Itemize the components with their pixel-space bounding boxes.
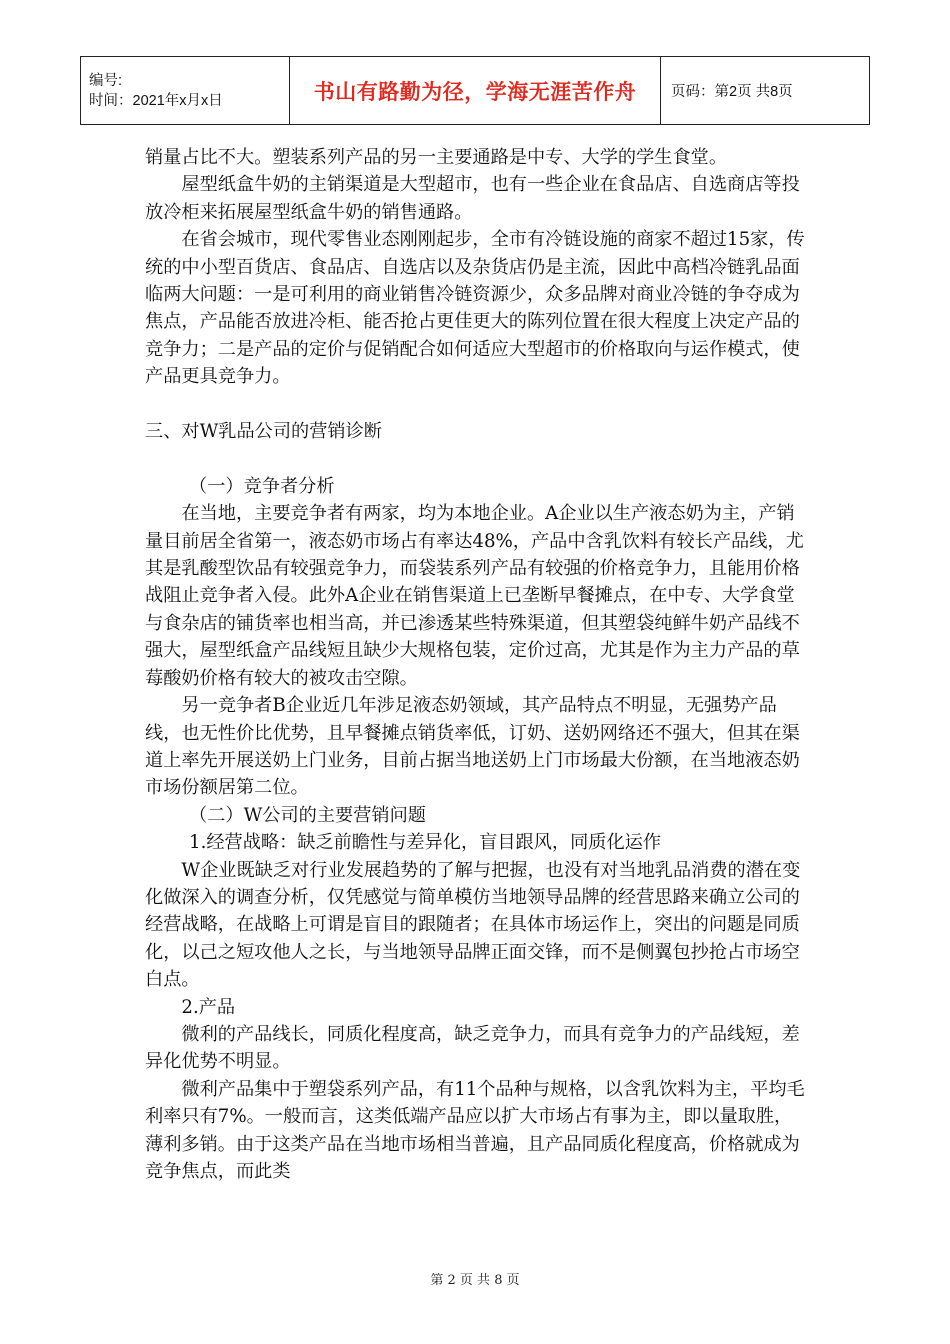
header-motto: 书山有路勤为径，学海无涯苦作舟	[290, 57, 661, 125]
paragraph: 微利的产品线长，同质化程度高，缺乏竞争力，而具有竞争力的产品线短，差异化优势不明显。	[145, 1023, 800, 1073]
page-header	[80, 56, 870, 125]
paragraph: 另一竞争者B企业近几年涉足液态奶领域，其产品特点不明显，无强势产品线，也无性价比优势，且早餐摊点销货率低，订奶、送奶网络还不强大，但其在渠道上率先开展送奶上门业务，目前占据当地送奶上门市场最大份额，在当地液态奶市场份额居第二位。	[145, 695, 800, 799]
paragraph: 销量占比不大。塑装系列产品的另一主要通路是中专、大学的学生食堂。	[145, 147, 728, 168]
paragraph: 在当地，主要竞争者有两家，均为本地企业。A企业以生产液态奶为主，产销量目前居全省第一，液态奶市场占有率达48%，产品中含乳饮料有较长产品线，尤其是乳酸型饮品有较强竞争力，而袋装系列产品有较强的价格竞争力，且能用价格战阻止竞争者入侵。此外A企业在销售渠道上已垄断早餐摊点，在中专、大学食堂与食杂店的铺货率也相当高，并已渗透某些特殊渠道，但其塑袋纯鲜牛奶产品线不强大，屋型纸盒产品线短且缺少大规格包装，定价过高，尤其是作为主力产品的草莓酸奶价格有较大的被攻击空隙。	[145, 503, 804, 689]
date-label: 时间：2021年x月x日	[89, 92, 223, 109]
paragraph: 微利产品集中于塑袋系列产品，有11个品种与规格，以含乳饮料为主，平均毛利率只有7%。一般而言，这类低端产品应以扩大市场占有事为主，即以量取胜，薄利多销。由于这类产品在当地市场相当普遍，且产品同质化程度高，价格就成为竞争焦点，而此类	[145, 1078, 805, 1182]
paragraph: W企业既缺乏对行业发展趋势的了解与把握，也没有对当地乳品消费的潜在变化做深入的调查分析，仅凭感觉与简单模仿当地领导品牌的经营思路来确立公司的经营战略，在战略上可谓是盲目的跟随者；在具体市场运作上，突出的问题是同质化，以己之短攻他人之长，与当地领导品牌正面交锋，而不是侧翼包抄抢占市场空白点。	[145, 859, 801, 991]
paragraph: 屋型纸盒牛奶的主销渠道是大型超市，也有一些企业在食品店、自选商店等投放冷柜来拓展屋型纸盒牛奶的销售通路。	[145, 174, 800, 223]
page-footer: 第 2 页 共 8 页	[430, 1273, 520, 1288]
section-heading: 三、对W乳品公司的营销诊断	[145, 421, 382, 443]
header-page-info: 页码：第2页 共8页	[661, 57, 870, 125]
subsection-heading: （一）竞争者分析	[189, 475, 335, 497]
item-heading: 2.产品	[181, 996, 236, 1018]
paragraph: 在省会城市，现代零售业态刚刚起步，全市有冷链设施的商家不超过15家，传统的中小型百货店、食品店、自选店以及杂货店仍是主流，因此中高档冷链乳品面临两大问题：一是可利用的商业销售冷链资源少，众多品牌对商业冷链的争夺成为焦点，产品能否放进冷柜、能否抢占更佳更大的陈列位置在很大程度上决定产品的竞争力；二是产品的定价与促销配合如何适应大型超市的价格取向与运作模式，使产品更具竞争力。	[145, 229, 805, 388]
document-body	[145, 144, 810, 1185]
item-heading: 1.经营战略：缺乏前瞻性与差异化，盲目跟风，同质化运作	[189, 832, 662, 854]
number-label: 编号:	[89, 72, 123, 89]
subsection-heading: （二）W公司的主要营销问题	[189, 804, 426, 826]
header-meta	[81, 57, 290, 125]
